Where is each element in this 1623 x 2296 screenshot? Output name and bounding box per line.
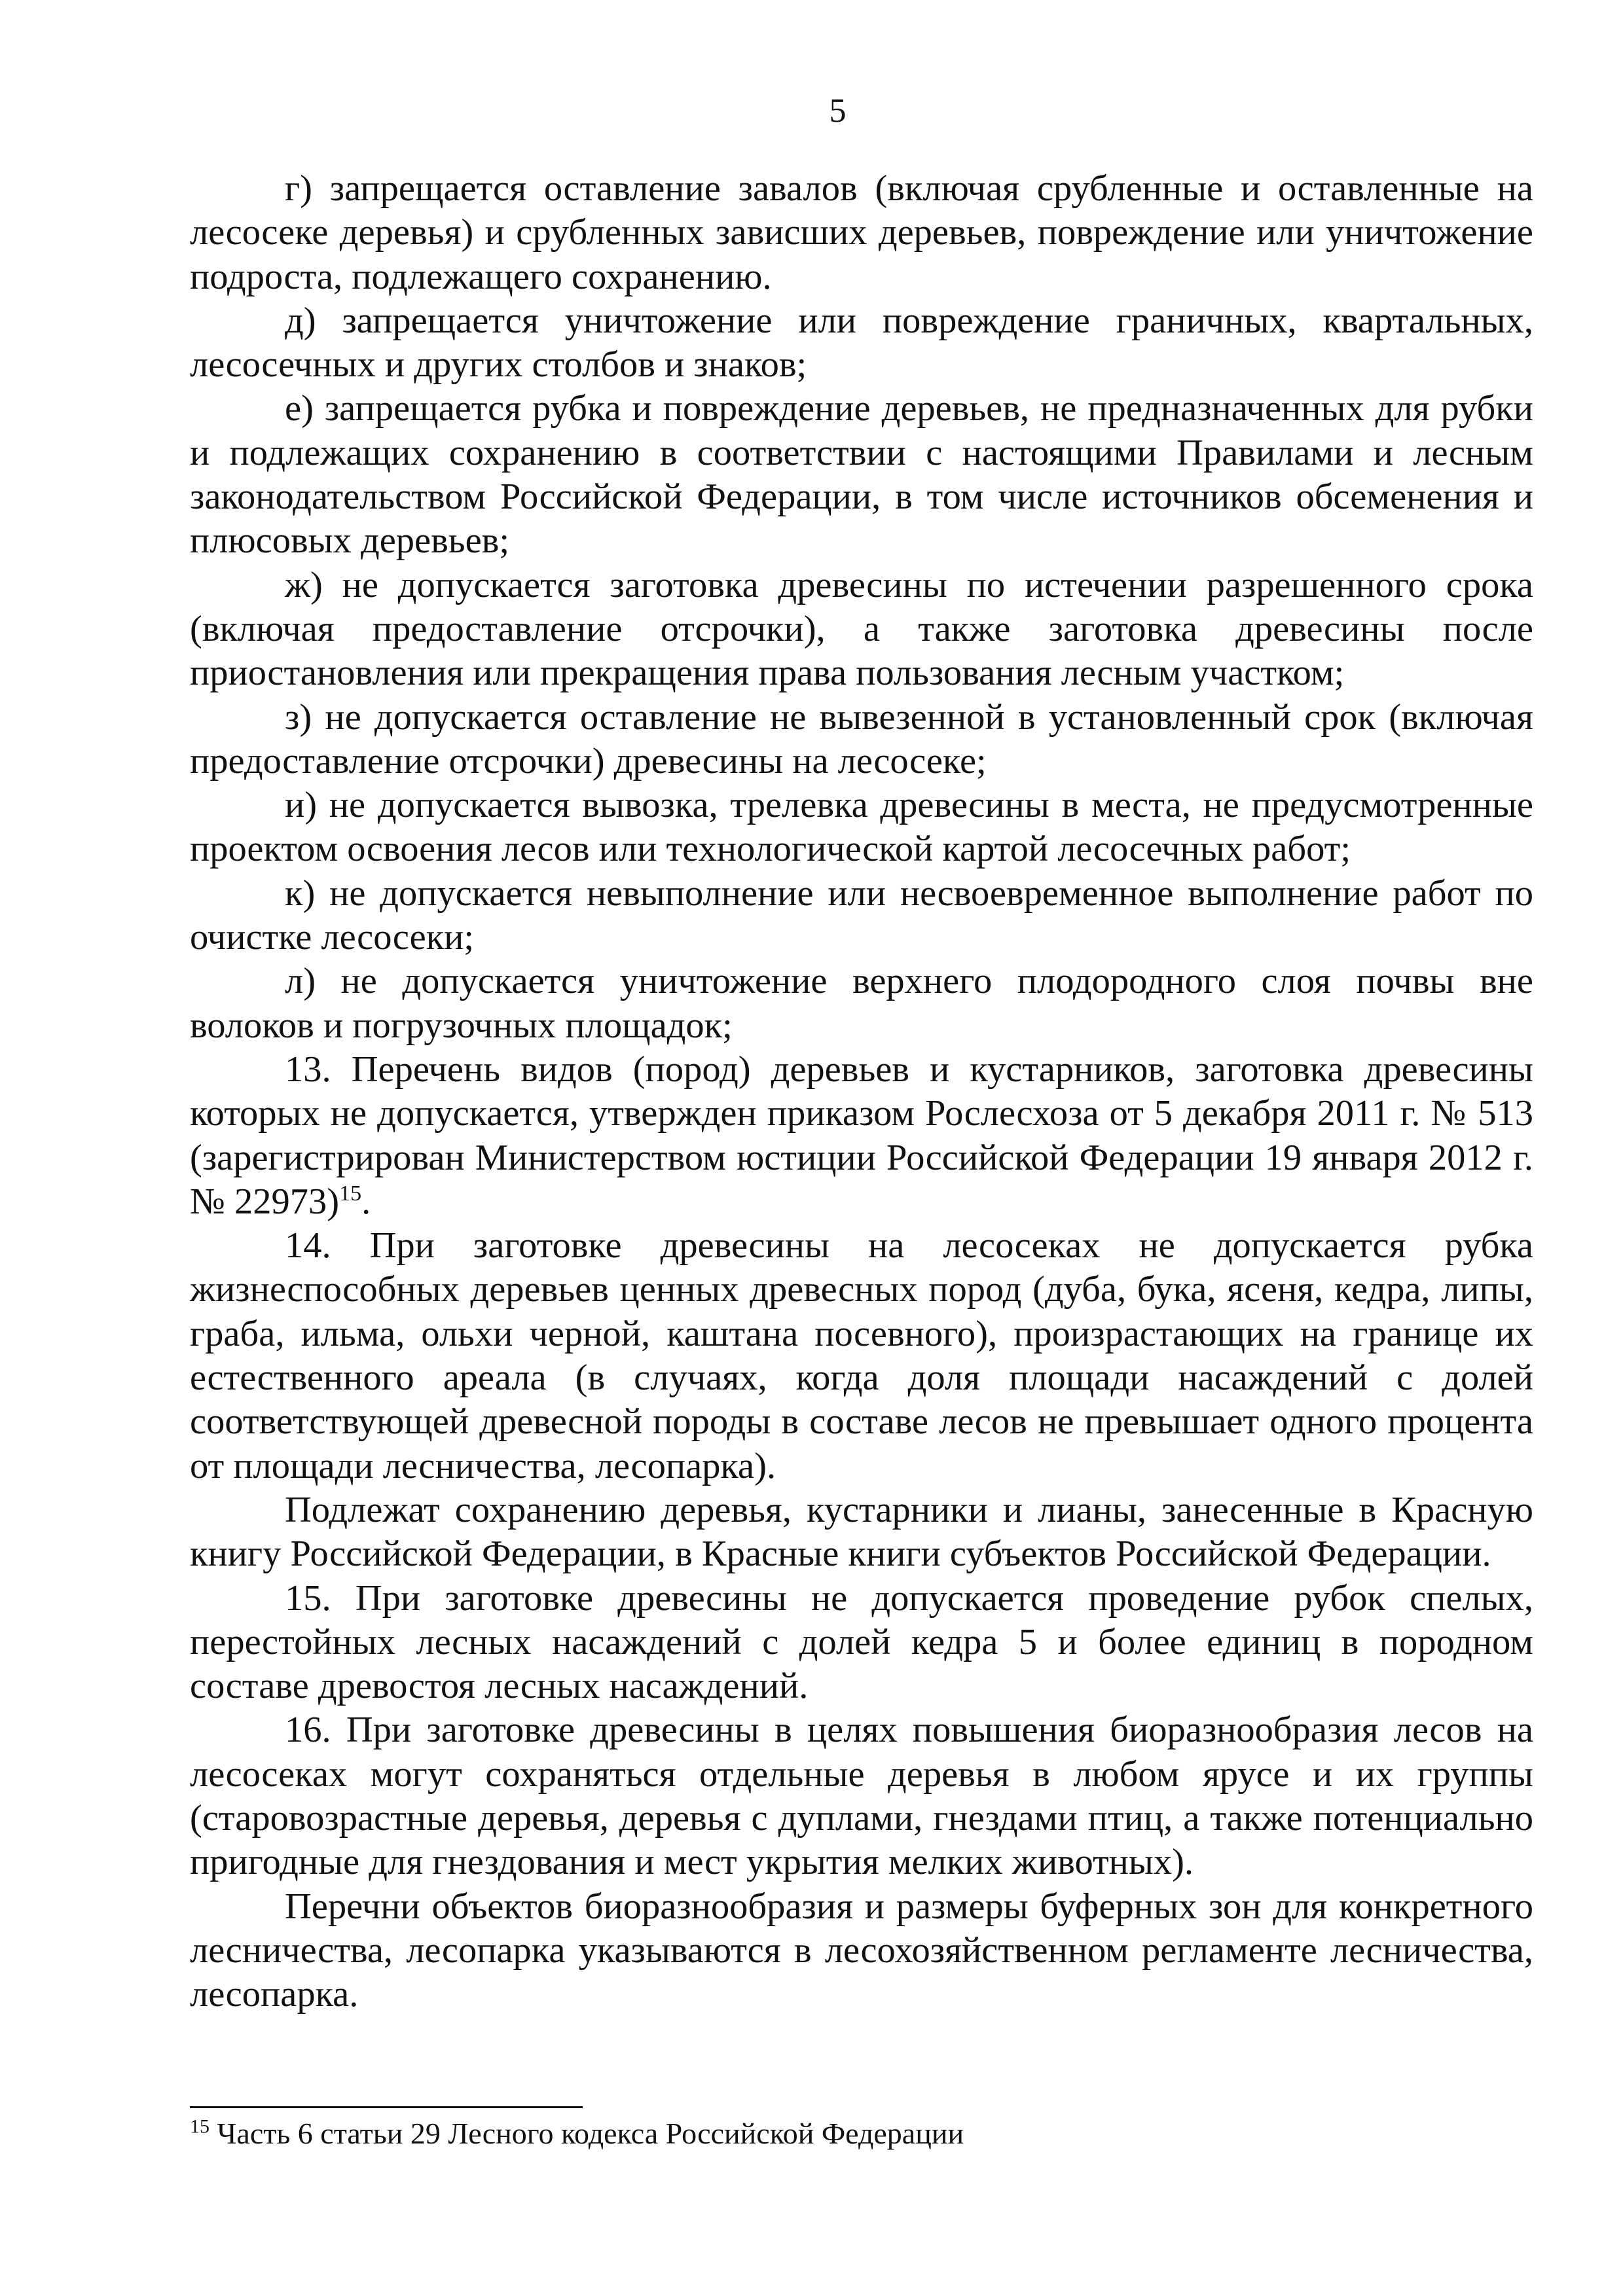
paragraph-red-book: Подлежат сохранению деревья, кустарники и лианы, занесенные в Красную книгу Российской Федерации, в Красные книги субъектов Российской Федерации. (190, 1489, 1533, 1575)
paragraph-item-k: к) не допускается невыполнение или несвоевременное выполнение работ по очистке лесосеки; (190, 872, 1533, 958)
footnote-text: Часть 6 статьи 29 Лесного кодекса Российской Федерации (210, 2117, 964, 2150)
paragraph-biodiversity-lists: Перечни объектов биоразнообразия и размеры буферных зон для конкретного лесничества, лесопарка указываются в лесохозяйственном регламенте лесничества, лесопарка. (190, 1886, 1533, 2015)
paragraph-item-zh: ж) не допускается заготовка древесины по истечении разрешенного срока (включая предоставление отсрочки), а также заготовка древесины после приостановления или прекращения права пользования лесным участком; (190, 564, 1533, 694)
paragraph-item-l: л) не допускается уничтожение верхнего плодородного слоя почвы вне волоков и погрузочных площадок; (190, 961, 1533, 1046)
paragraph-item-d: д) запрещается уничтожение или повреждение граничных, квартальных, лесосечных и других столбов и знаков; (190, 300, 1533, 386)
paragraph-item-g: г) запрещается оставление завалов (включая срубленные и оставленные на лесосеке деревья) и срубленных зависших деревьев, повреждение или уничтожение подроста, подлежащего сохранению. (190, 168, 1533, 297)
paragraph-section-13-tail: . (361, 1181, 371, 1222)
footnote-divider (190, 2106, 583, 2108)
page-number: 5 (829, 92, 847, 130)
paragraph-section-13 (190, 1048, 1533, 1224)
footnote-reference[interactable]: 15 (339, 1181, 362, 1206)
paragraph-section-13-text: 13. Перечень видов (пород) деревьев и кустарников, заготовка древесины которых не допускается, утвержден приказом Рослесхоза от 5 декабря 2011 г. № 513 (зарегистрирован Министерством юстиции Российской Федерации 19 января 2012 г. № 22973) (190, 1049, 1533, 1222)
footnote-number: 15 (190, 2115, 210, 2138)
paragraph-section-16: 16. При заготовке древесины в целях повышения биоразнообразия лесов на лесосеках могут сохраняться отдельные деревья в любом ярусе и их группы (старовозрастные деревья, деревья с дуплами, гнездами птиц, а также потенциально пригодные для гнездования и мест укрытия мелких животных). (190, 1710, 1533, 1883)
paragraph-section-14: 14. При заготовке древесины на лесосеках не допускается рубка жизнеспособных деревьев ценных древесных пород (дуба, бука, ясеня, кедра, липы, граба, ильма, ольхи черной, каштана посевного), произрастающих на границе их естественного ареала (в случаях, когда доля площади насаждений с долей соответствующей древесной породы в составе лесов не превышает одного процента от площади лесничества, лесопарка). (190, 1225, 1533, 1486)
paragraph-item-i: и) не допускается вывозка, трелевка древесины в места, не предусмотренные проектом освоения лесов или технологической картой лесосечных работ; (190, 785, 1533, 870)
footnote (190, 2115, 1533, 2152)
document-body (190, 167, 1533, 2017)
paragraph-section-15: 15. При заготовке древесины не допускается проведение рубок спелых, перестойных лесных насаждений с долей кедра 5 и более единиц в породном составе древостоя лесных насаждений. (190, 1577, 1533, 1707)
paragraph-item-e: е) запрещается рубка и повреждение деревьев, не предназначенных для рубки и подлежащих сохранению в соответствии с настоящими Правилами и лесным законодательством Российской Федерации, в том числе источников обсеменения и плюсовых деревьев; (190, 388, 1533, 562)
paragraph-item-z: з) не допускается оставление не вывезенной в установленный срок (включая предоставление отсрочки) древесины на лесосеке; (190, 696, 1533, 781)
